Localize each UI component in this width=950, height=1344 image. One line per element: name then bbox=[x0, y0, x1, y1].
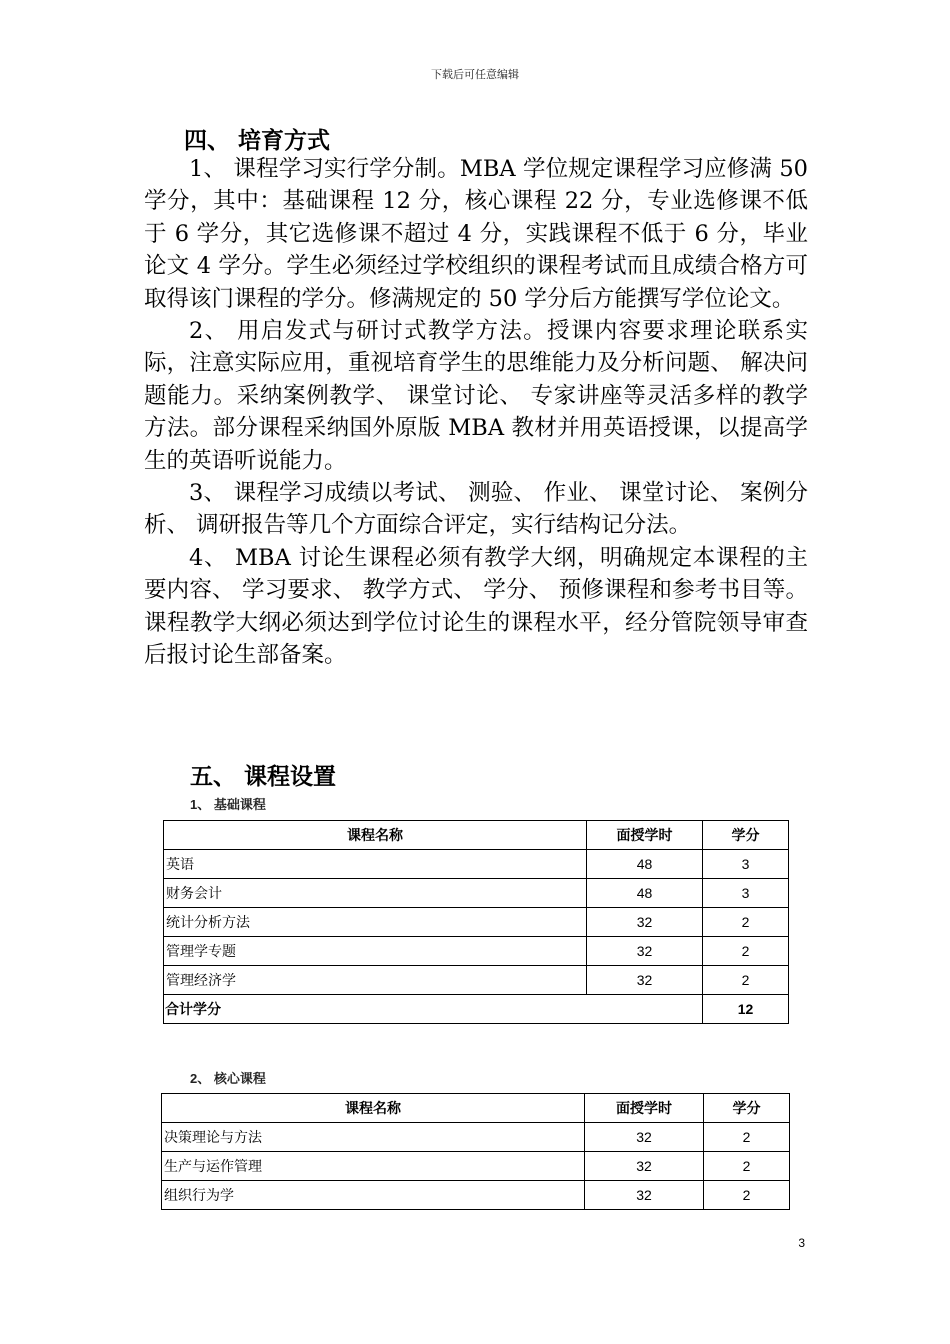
page-header-note: 下载后可任意编辑 bbox=[431, 68, 519, 81]
table-row bbox=[162, 1152, 790, 1181]
table-row bbox=[164, 937, 789, 966]
course-name: 英语 bbox=[164, 850, 587, 879]
table-row bbox=[164, 879, 789, 908]
course-name: 管理学专题 bbox=[164, 937, 587, 966]
core-courses-table bbox=[161, 1093, 790, 1210]
course-name: 管理经济学 bbox=[164, 966, 587, 995]
course-name: 财务会计 bbox=[164, 879, 587, 908]
course-credits: 2 bbox=[704, 1123, 790, 1152]
course-hours: 32 bbox=[587, 908, 703, 937]
course-hours: 48 bbox=[587, 850, 703, 879]
table-row bbox=[162, 1181, 790, 1210]
table-header-row bbox=[162, 1094, 790, 1123]
header-hours: 面授学时 bbox=[585, 1094, 704, 1123]
paragraph-2: 2、 用启发式与研讨式教学方法。授课内容要求理论联系实际，注意实际应用，重视培育学生的思维能力及分析问题、 解决问题能力。采纳案例教学、 课堂讨论、 专家讲座等灵活多样的教学方法。部分课程采纳国外原版 MBA 教材并用英语授课，以提高学生的英语听说能力。 bbox=[144, 318, 808, 474]
total-label: 合计学分 bbox=[164, 995, 703, 1024]
course-name: 决策理论与方法 bbox=[162, 1123, 585, 1152]
course-credits: 2 bbox=[703, 937, 789, 966]
header-credits: 学分 bbox=[704, 1094, 790, 1123]
table-header-row bbox=[164, 821, 789, 850]
course-hours: 32 bbox=[587, 966, 703, 995]
header-credits: 学分 bbox=[703, 821, 789, 850]
course-name: 生产与运作管理 bbox=[162, 1152, 585, 1181]
course-hours: 32 bbox=[587, 937, 703, 966]
paragraph-3: 3、 课程学习成绩以考试、 测验、 作业、 课堂讨论、 案例分析、 调研报告等几个方面综合评定，实行结构记分法。 bbox=[144, 480, 808, 539]
course-credits: 2 bbox=[703, 908, 789, 937]
header-course-name: 课程名称 bbox=[162, 1094, 585, 1123]
course-credits: 2 bbox=[704, 1152, 790, 1181]
table-row bbox=[164, 966, 789, 995]
header-course-name: 课程名称 bbox=[164, 821, 587, 850]
section-4-title: 四、 培育方式 bbox=[184, 128, 331, 154]
basic-courses-subtitle: 1、 基础课程 bbox=[190, 797, 266, 812]
section-5-title: 五、 课程设置 bbox=[190, 764, 337, 790]
course-credits: 3 bbox=[703, 879, 789, 908]
section-4-body bbox=[144, 153, 808, 672]
course-credits: 3 bbox=[703, 850, 789, 879]
table-row bbox=[164, 850, 789, 879]
course-name: 统计分析方法 bbox=[164, 908, 587, 937]
paragraph-4: 4、 MBA 讨论生课程必须有教学大纲，明确规定本课程的主要内容、 学习要求、 教学方式、 学分、 预修课程和参考书目等。课程教学大纲必须达到学位讨论生的课程水平，经分管院领导审查后报讨论生部备案。 bbox=[144, 544, 808, 669]
total-credits: 12 bbox=[703, 995, 789, 1024]
course-credits: 2 bbox=[703, 966, 789, 995]
course-hours: 32 bbox=[585, 1181, 704, 1210]
core-courses-subtitle: 2、 核心课程 bbox=[190, 1071, 266, 1086]
table-row bbox=[162, 1123, 790, 1152]
page-number: 3 bbox=[798, 1236, 805, 1250]
course-credits: 2 bbox=[704, 1181, 790, 1210]
paragraph-1: 1、 课程学习实行学分制。MBA 学位规定课程学习应修满 50 学分，其中：基础课程 12 分，核心课程 22 分，专业选修课不低于 6 学分，其它选修课不超过 4 分，实践课程不低于 6 分，毕业论文 4 学分。学生必须经过学校组织的课程考试而且成绩合格方可取得该门课程的学分。修满规定的 50 学分后方能撰写学位论文。 bbox=[144, 156, 808, 312]
table-row bbox=[164, 908, 789, 937]
course-hours: 32 bbox=[585, 1123, 704, 1152]
basic-courses-table bbox=[163, 820, 789, 1024]
course-hours: 32 bbox=[585, 1152, 704, 1181]
course-name: 组织行为学 bbox=[162, 1181, 585, 1210]
course-hours: 48 bbox=[587, 879, 703, 908]
header-hours: 面授学时 bbox=[587, 821, 703, 850]
total-row bbox=[164, 995, 789, 1024]
